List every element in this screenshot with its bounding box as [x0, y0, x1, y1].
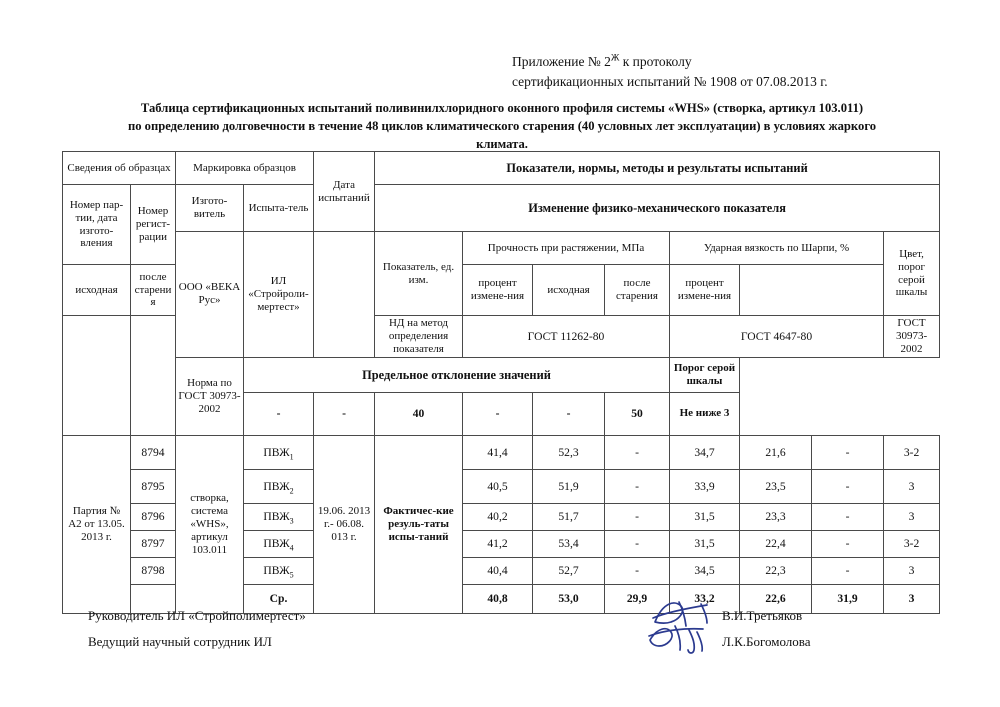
- cell-tensile-percent: -: [605, 469, 670, 503]
- signature-role-1: Руководитель ИЛ «Стройполимертест»: [88, 608, 306, 623]
- cell-average-charpy-after: 22,6: [740, 584, 812, 613]
- header-charpy-after-aging: после старения: [605, 265, 670, 316]
- cell-charpy-percent: -: [812, 469, 884, 503]
- cell-sample-id: $ПВЖ_3$: [244, 503, 314, 530]
- cell-tensile-initial: 40,4: [463, 557, 533, 584]
- cell-tester-value: ИЛ «Стройроли-мертест»: [244, 232, 314, 358]
- header-indicators: Показатели, нормы, методы и результаты испытаний: [375, 152, 940, 185]
- cell-tensile-initial: 41,2: [463, 530, 533, 557]
- cell-charpy-after: 22,3: [740, 557, 812, 584]
- cell-average-tensile-after: 53,0: [533, 584, 605, 613]
- cell-color-value: 3-2: [884, 530, 940, 557]
- header-manufacturer: Изгото-витель: [176, 185, 244, 232]
- cell-charpy-percent: -: [812, 503, 884, 530]
- cell-tensile-standard: ГОСТ 11262-80: [463, 316, 670, 358]
- cell-tensile-initial: 40,2: [463, 503, 533, 530]
- cell-reg-number: 8797: [131, 530, 176, 557]
- cell-batch-info: Партия № А2 от 13.05. 2013 г.: [63, 435, 131, 613]
- page-title-line-3: климата.: [476, 136, 528, 151]
- cell-charpy-initial: 31,5: [670, 530, 740, 557]
- cell-norm-charpy-percent: 50: [605, 392, 670, 435]
- header-sample-marking: Маркировка образцов: [176, 152, 314, 185]
- cell-tensile-after: 51,7: [533, 503, 605, 530]
- header-sample-info: Сведения об образцах: [63, 152, 176, 185]
- page-title-line-2: по определению долговечности в течение 48 циклов климатического старения (40 условных лет эксплуатации) в условиях жаркого: [127, 118, 877, 133]
- header-phys-mech-change: Изменение физико-механического показателя: [375, 185, 940, 232]
- cell-tensile-after: 53,4: [533, 530, 605, 557]
- cell-reg-number: 8795: [131, 469, 176, 503]
- cell-tensile-percent: -: [605, 503, 670, 530]
- header-norm-label: Норма по ГОСТ 30973-2002: [176, 357, 244, 435]
- cell-reg-number-spacer: [131, 316, 176, 436]
- cell-norm-charpy-initial: -: [463, 392, 533, 435]
- header-tensile-initial: исходная: [63, 265, 131, 316]
- cell-manufacturer-value: ООО «ВЕКА Рус»: [176, 232, 244, 358]
- cell-tensile-initial: 40,5: [463, 469, 533, 503]
- document-reference-line-2: сертификационных испытаний № 1908 от 07.08.2013 г.: [512, 73, 828, 89]
- cell-norm-tensile-initial: -: [244, 392, 314, 435]
- signature-role-2: Ведущий научный сотрудник ИЛ: [88, 634, 272, 649]
- cell-charpy-initial: 34,5: [670, 557, 740, 584]
- cell-charpy-initial: 33,9: [670, 469, 740, 503]
- cell-average-label: Ср.: [244, 584, 314, 613]
- cell-norm-tensile-after: -: [314, 392, 375, 435]
- appendix-suffix: к протоколу: [619, 54, 692, 69]
- appendix-label: Приложение № 2: [512, 54, 611, 69]
- cell-charpy-initial: 31,5: [670, 503, 740, 530]
- header-indicator-unit: Показатель, ед. изм.: [375, 232, 463, 316]
- cell-charpy-percent: -: [812, 435, 884, 469]
- cell-sample-id: $ПВЖ_1$: [244, 435, 314, 469]
- cell-color-value: 3: [884, 469, 940, 503]
- cell-reg-number: 8798: [131, 557, 176, 584]
- header-tensile-percent-change: процент измене-ния: [463, 265, 533, 316]
- cell-product-info: створка, система «WHS», артикул 103.011: [176, 435, 244, 613]
- test-results-table-container: [62, 151, 939, 614]
- header-charpy-percent-change: процент измене-ния: [670, 265, 740, 316]
- cell-reg-number: 8796: [131, 503, 176, 530]
- header-tensile-strength: Прочность при растяжении, МПа: [463, 232, 670, 265]
- header-limit-deviation: Предельное отклонение значений: [244, 357, 670, 392]
- cell-tensile-percent: -: [605, 557, 670, 584]
- header-tester: Испыта-тель: [244, 185, 314, 232]
- page-title-line-1: Таблица сертификационных испытаний поливинилхлоридного оконного профиля системы «WHS» (створка, артикул 103.011): [140, 101, 864, 115]
- cell-charpy-standard: ГОСТ 4647-80: [670, 316, 884, 358]
- header-test-date: Дата испытаний: [314, 152, 375, 232]
- header-charpy-impact: Ударная вязкость по Шарпи, %: [670, 232, 884, 265]
- test-results-table: [62, 151, 940, 614]
- cell-color-value: 3-2: [884, 435, 940, 469]
- signature-name-1: В.И.Третьяков: [722, 608, 803, 623]
- cell-color-standard: ГОСТ 30973-2002: [884, 316, 940, 358]
- cell-sample-id: $ПВЖ_4$: [244, 530, 314, 557]
- cell-average-charpy-initial: 33,2: [670, 584, 740, 613]
- header-color-gray-scale: Цвет, порог серой шкалы: [884, 232, 940, 316]
- table-row: [63, 435, 940, 469]
- cell-tensile-after: 52,7: [533, 557, 605, 584]
- header-method-label: НД на метод определения показателя: [375, 316, 463, 358]
- header-reg-number: Номер регист-рации: [131, 185, 176, 265]
- cell-charpy-after: 21,6: [740, 435, 812, 469]
- cell-charpy-percent: -: [812, 530, 884, 557]
- cell-average-charpy-percent: 31,9: [812, 584, 884, 613]
- cell-tensile-percent: -: [605, 435, 670, 469]
- cell-norm-tensile-percent: 40: [375, 392, 463, 435]
- cell-charpy-after: 23,3: [740, 503, 812, 530]
- cell-average-color-value: 3: [884, 584, 940, 613]
- cell-test-date-value: 19.06. 2013 г.- 06.08. 013 г.: [314, 435, 375, 613]
- document-reference-line-1: [512, 52, 828, 72]
- header-batch-number: Номер пар-тии, дата изгото-вления: [63, 185, 131, 265]
- signature-name-2: Л.К.Богомолова: [722, 634, 811, 649]
- signature-names: [722, 603, 811, 655]
- cell-sample-id: $ПВЖ_5$: [244, 557, 314, 584]
- cell-charpy-after: 23,5: [740, 469, 812, 503]
- cell-tensile-initial: 41,4: [463, 435, 533, 469]
- cell-norm-color-value: Не ниже 3: [670, 392, 740, 435]
- signature-roles: [88, 603, 306, 655]
- header-charpy-initial: исходная: [533, 265, 605, 316]
- cell-tensile-percent: -: [605, 530, 670, 557]
- table-header-row-groups: [63, 152, 940, 185]
- cell-reg-number: 8794: [131, 435, 176, 469]
- cell-test-date-spacer: [314, 232, 375, 358]
- cell-tensile-after: 52,3: [533, 435, 605, 469]
- header-gray-scale-threshold: Порог серой шкалы: [670, 357, 740, 392]
- page-title: [62, 100, 942, 154]
- table-header-row-subgroups: [63, 185, 940, 232]
- document-reference: [512, 52, 828, 91]
- cell-norm-charpy-after: -: [533, 392, 605, 435]
- cell-charpy-initial: 34,7: [670, 435, 740, 469]
- cell-color-value: 3: [884, 557, 940, 584]
- cell-tensile-after: 51,9: [533, 469, 605, 503]
- header-tensile-after-aging: после старения: [131, 265, 176, 316]
- cell-color-value: 3: [884, 503, 940, 530]
- cell-results-label: Фактичес-кие резуль-таты испы-таний: [375, 435, 463, 613]
- appendix-superscript: Ж: [610, 53, 620, 64]
- cell-average-tensile-percent: 29,9: [605, 584, 670, 613]
- cell-batch-number-spacer: [63, 316, 131, 436]
- table-header-row-orgs: [63, 232, 940, 265]
- table-row-norm-banner: [63, 357, 940, 392]
- cell-charpy-percent: -: [812, 557, 884, 584]
- cell-charpy-after: 22,4: [740, 530, 812, 557]
- cell-sample-id: $ПВЖ_2$: [244, 469, 314, 503]
- cell-average-tensile-initial: 40,8: [463, 584, 533, 613]
